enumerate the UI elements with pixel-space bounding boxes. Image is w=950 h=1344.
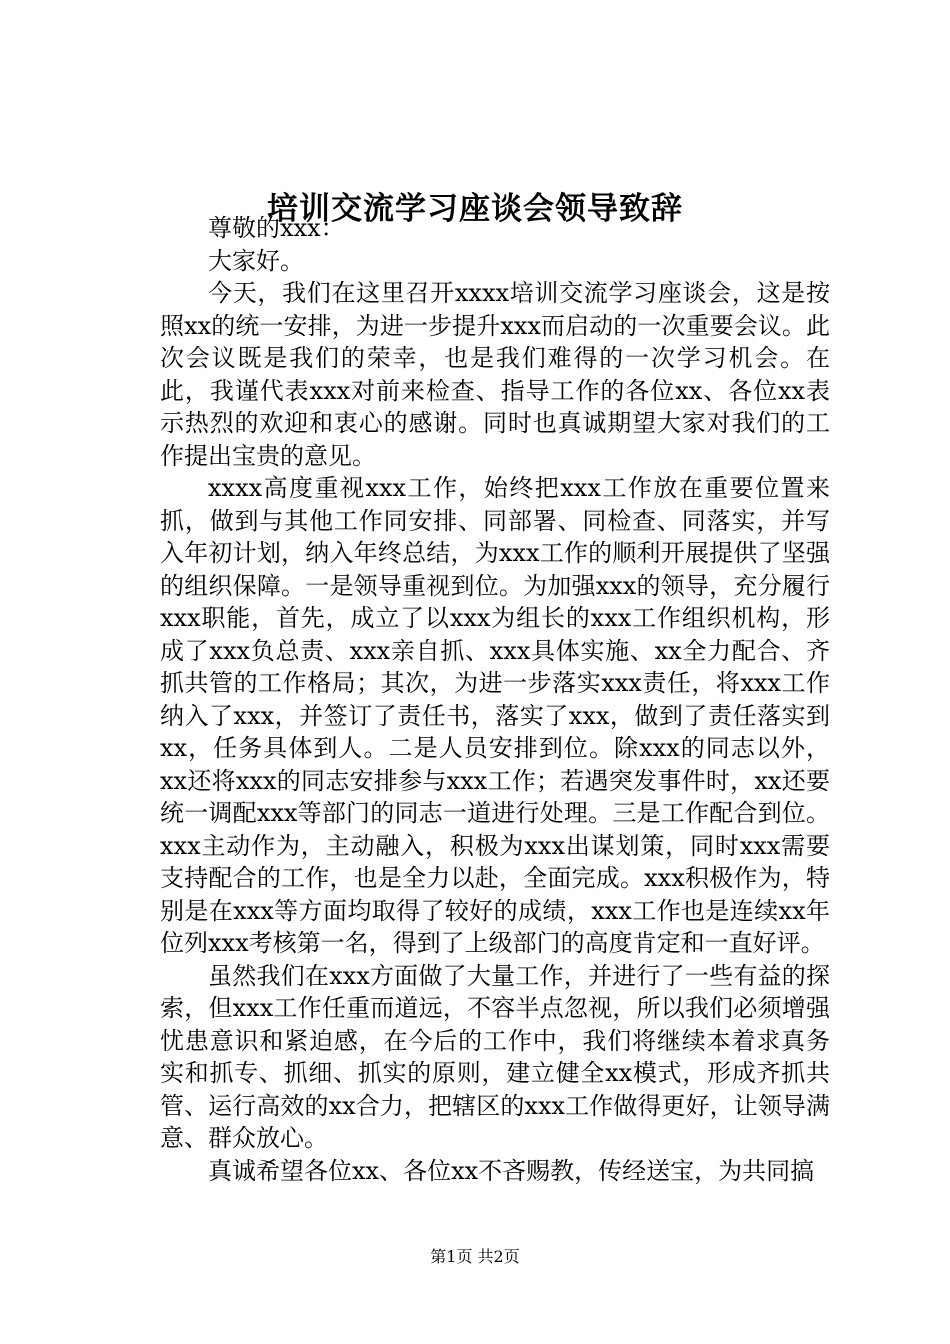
page-footer xyxy=(0,1246,950,1268)
hello-line: 大家好。 xyxy=(208,246,304,275)
body-paragraph-3: 虽然我们在xxx方面做了大量工作，并进行了一些有益的探索，但xxx工作任重而道远，不容半点忽视，所以我们必须增强忧患意识和紧迫感，在今后的工作中，我们将继续本着求真务实和抓专、抓细、抓实的原则，建立健全xx模式，形成齐抓共管、运行高效的xx合力，把辖区的xxx工作做得更好，让领导满意、群众放心。 xyxy=(160,961,830,1152)
document-title: 培训交流学习座谈会领导致辞 xyxy=(267,191,683,227)
greeting-line: 尊敬的xxx： xyxy=(208,214,345,242)
body-paragraph-1: 今天，我们在这里召开xxxx培训交流学习座谈会，这是按照xx的统一安排，为进一步提升xxx而启动的一次重要会议。此次会议既是我们的荣幸，也是我们难得的一次学习机会。在此，我谨代表xxx对前来检查、指导工作的各位xx、各位xx表示热烈的欢迎和衷心的感谢。同时也真诚期望大家对我们的工作提出宝贵的意见。 xyxy=(160,279,830,470)
body-paragraph-4: 真诚希望各位xx、各位xx不吝赐教，传经送宝，为共同搞 xyxy=(208,1156,815,1185)
page-number-label: 第1页 共2页 xyxy=(430,1247,520,1266)
document-body xyxy=(160,208,830,1187)
body-paragraph-2: xxxx高度重视xxx工作，始终把xxx工作放在重要位置来抓，做到与其他工作同安排、同部署、同检查、同落实，并写入年初计划，纳入年终总结，为xxx工作的顺利开展提供了坚强的组织保障。一是领导重视到位。为加强xxx的领导，充分履行xxx职能，首先，成立了以xxx为组长的xxx工作组织机构，形成了xxx负总责、xxx亲自抓、xxx具体实施、xx全力配合、齐抓共管的工作格局；其次，为进一步落实xxx责任，将xxx工作纳入了xxx，并签订了责任书，落实了xxx，做到了责任落实到xx，任务具体到人。二是人员安排到位。除xxx的同志以外，xx还将xxx的同志安排参与xxx工作；若遇突发事件时，xx还要统一调配xxx等部门的同志一道进行处理。三是工作配合到位。xxx主动作为，主动融入，积极为xxx出谋划策，同时xxx需要支持配合的工作，也是全力以赴，全面完成。xxx积极作为，特别是在xxx等方面均取得了较好的成绩，xxx工作也是连续xx年位列xxx考核第一名，得到了上级部门的高度肯定和一直好评。 xyxy=(160,474,830,957)
